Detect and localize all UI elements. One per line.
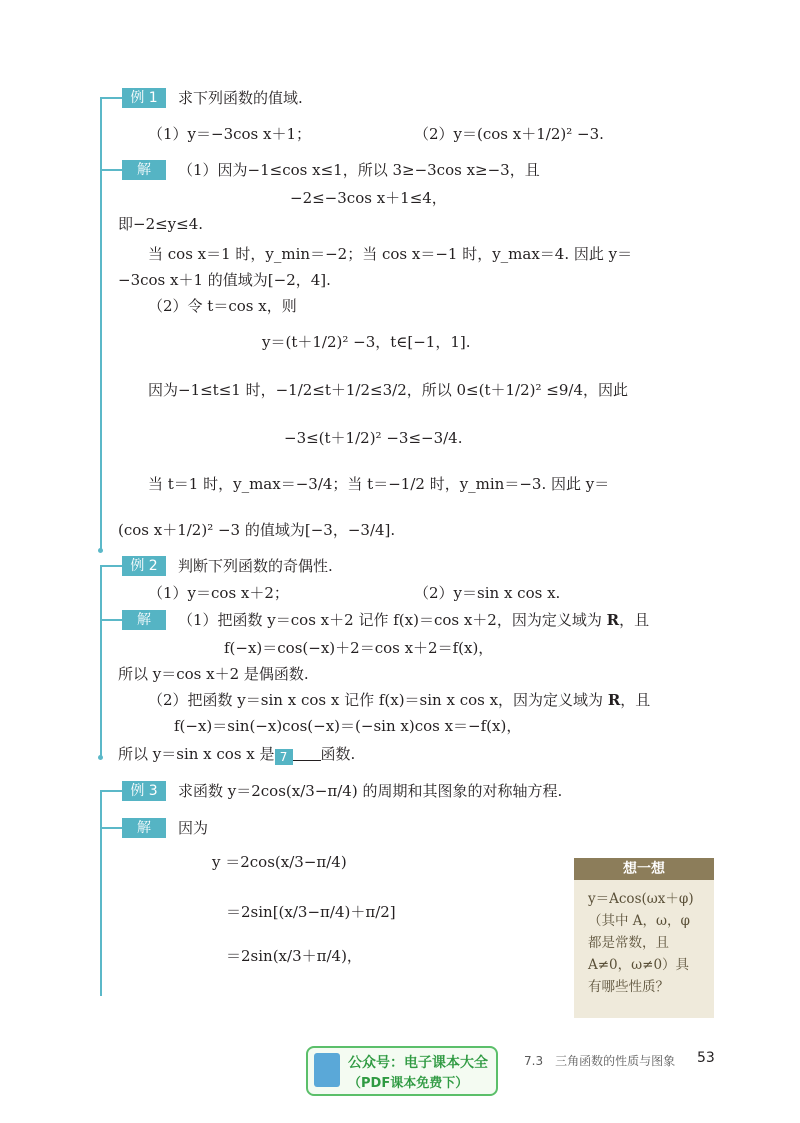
solution-3-line-2: y ＝2cos(x/3−π/4) [212, 853, 347, 871]
solution-2-line-6 [118, 744, 355, 765]
example-1-question-2: （2）y＝(cos x＋1/2)² −3. [414, 125, 604, 143]
sol2-connector [100, 619, 122, 621]
solution-2-line-5: f(−x)＝sin(−x)cos(−x)＝(−sin x)cos x＝−f(x)， [174, 717, 522, 735]
solution-2-line-6-text: 所以 y＝sin x cos x 是 [118, 745, 275, 763]
solution-1-line-10: 当 t＝1 时，y_max＝−3/4；当 t＝−1/2 时，y_min＝−3. 因此 y＝ [148, 475, 610, 493]
solution-2-line-4-text: （2）把函数 y＝sin x cos x 记作 f(x)＝sin x cos x，因为定义域为 [148, 691, 608, 709]
badge-line-1: 公众号：电子课本大全 [348, 1055, 488, 1071]
solution-2-line-1 [178, 610, 649, 630]
think-box-title: 想一想 [574, 858, 714, 880]
solution-3-line-1: 因为 [178, 819, 209, 837]
solution-1-line-5: −3cos x＋1 的值域为[−2，4]. [118, 271, 331, 289]
example-3-title: 求函数 y＝2cos(x/3−π/4) 的周期和其图象的对称轴方程. [178, 782, 563, 800]
page-number: 53 [697, 1050, 715, 1066]
solution-2-line-4-end: ，且 [620, 691, 651, 709]
solution-1-line-2: −2≤−3cos x＋1≤4， [290, 189, 447, 207]
ex2-guide-line [100, 565, 102, 757]
solution-1-line-7: y＝(t＋1/2)² −3，t∈[−1，1]. [262, 333, 471, 351]
ex3-guide-line [100, 790, 102, 996]
think-box [574, 858, 714, 1018]
ex3-connector [100, 790, 122, 792]
sol1-connector [100, 169, 122, 171]
solution-2-line-6-end: 函数. [320, 745, 356, 763]
solution-1-line-6: （2）令 t＝cos x，则 [148, 297, 297, 315]
ex1-guide-end [98, 548, 103, 553]
example-2-tag: 例 2 [122, 556, 166, 576]
solution-3-line-3: ＝2sin[(x/3−π/4)＋π/2] [226, 903, 396, 921]
sol3-connector [100, 827, 122, 829]
ex2-guide-end [98, 755, 103, 760]
watermark-badge [306, 1046, 498, 1096]
solution-1-line-9: −3≤(t＋1/2)² −3≤−3/4. [284, 429, 463, 447]
example-2-title: 判断下列函数的奇偶性. [178, 557, 333, 575]
badge-line-2: （PDF课本免费下） [348, 1076, 469, 1091]
solution-2-line-4 [148, 690, 650, 710]
solution-1-line-1: （1）因为−1≤cos x≤1，所以 3≥−3cos x≥−3，且 [178, 161, 540, 179]
ex1-connector [100, 97, 122, 99]
ex2-connector [100, 565, 122, 567]
solution-2-line-3: 所以 y＝cos x＋2 是偶函数. [118, 665, 309, 683]
real-set-symbol: R [606, 611, 620, 629]
think-box-body: y＝Acos(ωx＋φ)（其中 A，ω，φ 都是常数，且 A≠0，ω≠0）具有哪些性质？ [588, 891, 694, 995]
solution-1-line-3: 即−2≤y≤4. [118, 215, 204, 233]
solution-2-line-1-end: ，且 [619, 611, 650, 629]
solution-1-line-11: (cos x＋1/2)² −3 的值域为[−3，−3/4]. [118, 521, 396, 539]
solution-2-tag: 解 [122, 610, 166, 630]
solution-3-line-4: ＝2sin(x/3＋π/4)， [226, 947, 362, 965]
ex1-guide-line [100, 98, 102, 550]
example-1-tag: 例 1 [122, 88, 166, 108]
solution-3-tag: 解 [122, 818, 166, 838]
fill-in-blank[interactable] [293, 746, 321, 761]
example-2-question-2: （2）y＝sin x cos x. [414, 584, 561, 602]
solution-1-line-4: 当 cos x＝1 时，y_min＝−2；当 cos x＝−1 时，y_max＝4. 因此 y＝ [148, 245, 633, 263]
solution-2-line-1-text: （1）把函数 y＝cos x＋2 记作 f(x)＝cos x＋2，因为定义域为 [178, 611, 607, 629]
example-1-question-1: （1）y＝−3cos x＋1； [148, 125, 312, 143]
fill-in-blank-number: 7 [275, 749, 293, 765]
example-2-question-1: （1）y＝cos x＋2； [148, 584, 289, 602]
solution-1-line-8: 因为−1≤t≤1 时，−1/2≤t＋1/2≤3/2，所以 0≤(t＋1/2)² ≤9/4，因此 [148, 381, 628, 399]
book-icon [314, 1053, 340, 1087]
solution-1-tag: 解 [122, 160, 166, 180]
example-3-tag: 例 3 [122, 781, 166, 801]
example-1-title: 求下列函数的值域. [178, 89, 303, 107]
section-label: 7.3 三角函数的性质与图象 [524, 1054, 676, 1068]
real-set-symbol-2: R [607, 691, 621, 709]
solution-2-line-2: f(−x)＝cos(−x)＋2＝cos x＋2＝f(x)， [224, 639, 494, 657]
